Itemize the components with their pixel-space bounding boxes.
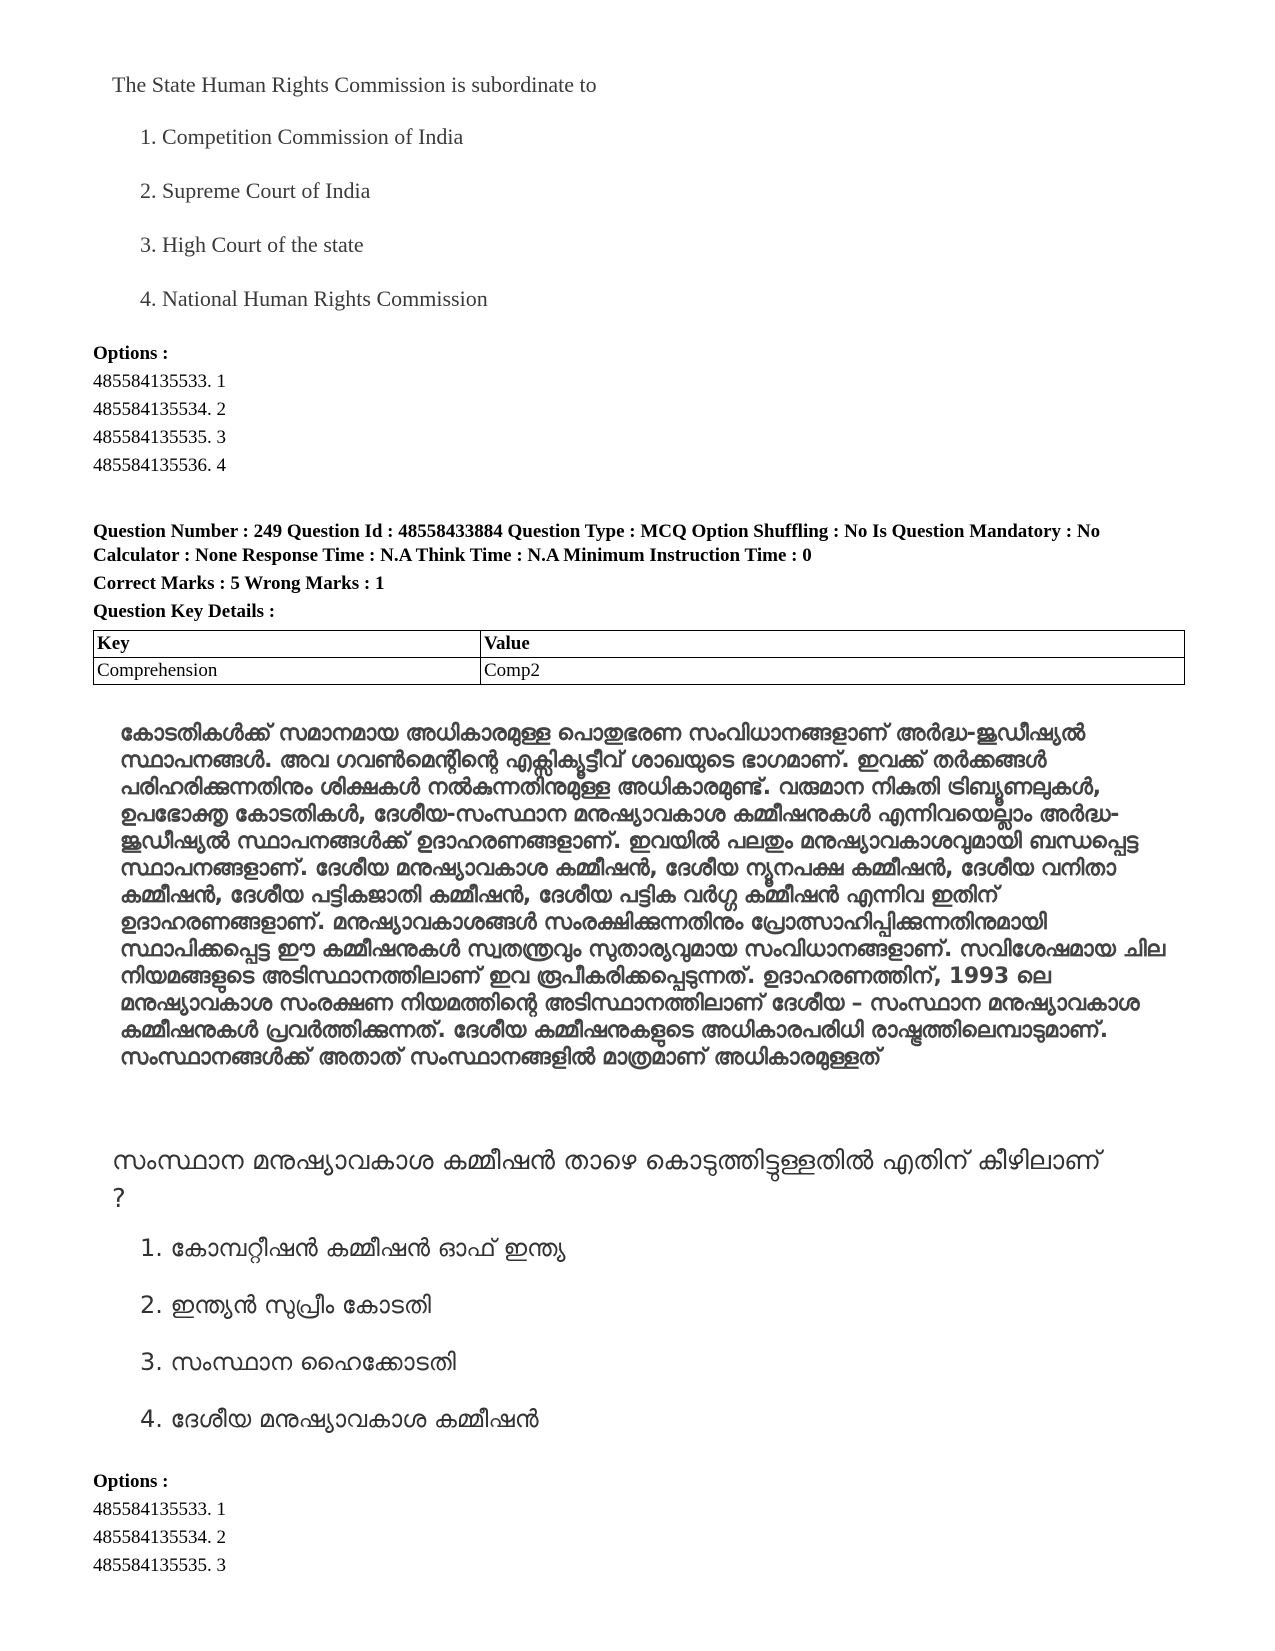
table-cell: Comp2 <box>481 658 1185 685</box>
table-row <box>94 658 1185 685</box>
key-details-table <box>93 630 1185 685</box>
option-item: 485584135534. 2 <box>93 1527 226 1548</box>
choice-item: 2. Supreme Court of India <box>140 178 371 203</box>
choice-item: 4. National Human Rights Commission <box>140 286 488 311</box>
choice-item: 3. High Court of the state <box>140 232 364 257</box>
option-item: 485584135535. 3 <box>93 427 226 448</box>
choice-item: 1. Competition Commission of India <box>140 124 464 149</box>
marks-line: Correct Marks : 5 Wrong Marks : 1 <box>93 573 385 594</box>
table-header-row <box>94 631 1185 658</box>
option-item: 485584135534. 2 <box>93 399 226 420</box>
question-metadata <box>93 520 1183 628</box>
option-item: 485584135533. 1 <box>93 1499 226 1520</box>
table-cell: Comprehension <box>94 658 481 685</box>
options-title: Options : <box>93 343 169 364</box>
choice-item: 1. കോമ്പറ്റീഷൻ കമ്മീഷൻ ഓഫ് ഇന്ത്യ <box>140 1234 566 1262</box>
choice-item: 3. സംസ്ഥാന ഹൈക്കോടതി <box>140 1348 456 1376</box>
table-header-cell: Key <box>94 631 481 658</box>
option-item: 485584135535. 3 <box>93 1555 226 1576</box>
choice-item: 4. ദേശീയ മനുഷ്യാവകാശ കമ്മീഷൻ <box>140 1405 539 1433</box>
choice-item: 2. ഇന്ത്യൻ സുപ്രീം കോടതി <box>140 1291 432 1319</box>
choice-list-malayalam <box>140 1232 566 1460</box>
question-stem-english: The State Human Rights Commission is subordinate to <box>112 72 597 97</box>
options-block <box>93 340 226 480</box>
question-info-line: Question Number : 249 Question Id : 48558433884 Question Type : MCQ Option Shuffling : No Is Question Mandatory : No Calculator : None Response Time : N.A Think Time : N.A Minimum Instruction Time : 0 <box>93 521 1101 566</box>
table-header-cell: Value <box>481 631 1185 658</box>
key-details-heading: Question Key Details : <box>93 601 276 622</box>
comprehension-passage-malayalam: കോടതികൾക്ക് സമാനമായ അധികാരമുള്ള പൊതുഭരണ സംവിധാനങ്ങളാണ് അർദ്ധ-ജുഡീഷ്യൽ സ്ഥാപനങ്ങൾ. അവ ഗവൺമെന്റിന്റെ എക്സിക്യൂട്ടീവ് ശാഖയുടെ ഭാഗമാണ്. ഇവക്ക് തർക്കങ്ങൾ പരിഹരിക്കുന്നതിനും ശിക്ഷകൾ നൽകുന്നതിനുമുള്ള അധികാരമുണ്ട്. വരുമാന നികുതി ട്രിബ്യൂണലുകൾ, ഉപഭോക്തൃ കോടതികൾ, ദേശീയ-സംസ്ഥാന മനുഷ്യാവകാശ കമ്മീഷനുകൾ എന്നിവയെല്ലാം അർദ്ധ-ജുഡീഷ്യൽ സ്ഥാപനങ്ങൾക്ക് ഉദാഹരണങ്ങളാണ്. ഇവയിൽ പലതും മനുഷ്യാവകാശവുമായി ബന്ധപ്പെട്ട സ്ഥാപനങ്ങളാണ്. ദേശീയ മനുഷ്യാവകാശ കമ്മീഷൻ, ദേശീയ ന്യൂനപക്ഷ കമ്മീഷൻ, ദേശീയ വനിതാ കമ്മീഷൻ, ദേശീയ പട്ടികജാതി കമ്മീഷൻ, ദേശീയ പട്ടിക വർഗ്ഗ കമ്മീഷൻ എന്നിവ ഇതിന് ഉദാഹരണങ്ങളാണ്. മനുഷ്യാവകാശങ്ങൾ സംരക്ഷിക്കുന്നതിനും പ്രോത്സാഹിപ്പിക്കുന്നതിനുമായി സ്ഥാപിക്കപ്പെട്ട ഈ കമ്മീഷനുകൾ സ്വതന്ത്രവും സുതാര്യവുമായ സംവിധാനങ്ങളാണ്. സവിശേഷമായ ചില നിയമങ്ങളുടെ അടിസ്ഥാനത്തിലാണ് ഇവ രൂപീകരിക്കപ്പെടുന്നത്. ഉദാഹരണത്തിന്, 1993 ലെ മനുഷ്യാവകാശ സംരക്ഷണ നിയമത്തിന്റെ അടിസ്ഥാനത്തിലാണ് ദേശീയ – സംസ്ഥാന മനുഷ്യാവകാശ കമ്മീഷനുകൾ പ്രവർത്തിക്കുന്നത്. ദേശീയ കമ്മീഷനുകളുടെ അധികാരപരിധി രാഷ്ട്രത്തിലെമ്പാടുമാണ്. സംസ്ഥാനങ്ങൾക്ക് അതാത് സംസ്ഥാനങ്ങളിൽ മാത്രമാണ് അധികാരമുള്ളത് <box>120 721 1165 1070</box>
option-item: 485584135536. 4 <box>93 455 226 476</box>
options-title: Options : <box>93 1471 169 1492</box>
option-item: 485584135533. 1 <box>93 371 226 392</box>
choice-list-english <box>140 124 488 340</box>
question-stem-malayalam: സംസ്ഥാന മനുഷ്യാവകാശ കമ്മീഷൻ താഴെ കൊടുത്തിട്ടുള്ളതിൽ എതിന് കീഴിലാണ് ? <box>112 1146 1101 1214</box>
options-block <box>93 1468 226 1580</box>
